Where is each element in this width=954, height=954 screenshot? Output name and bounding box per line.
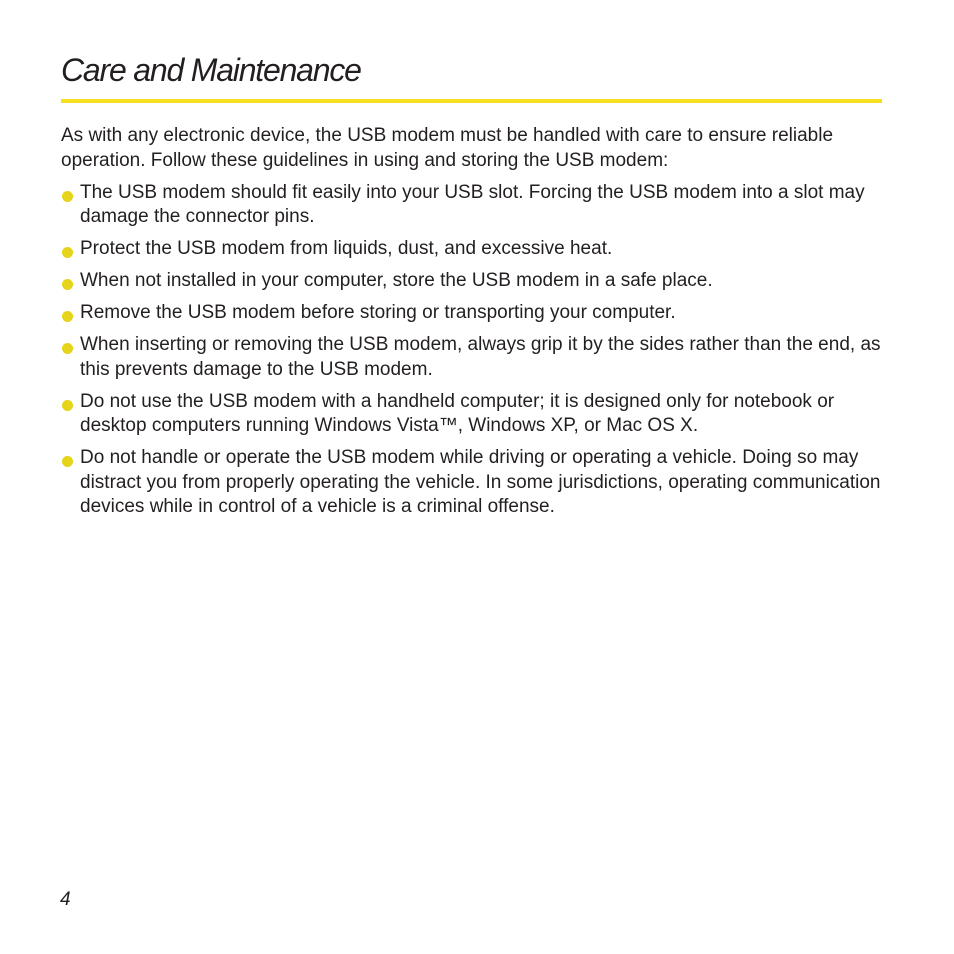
bullet-dot-icon: [62, 400, 73, 411]
bullet-dot-icon: [62, 456, 73, 467]
bullet-dot-icon: [62, 279, 73, 290]
list-item: [61, 446, 889, 520]
bullet-dot-icon: [62, 247, 73, 258]
list-item: [61, 237, 889, 262]
bullet-dot-icon: [62, 343, 73, 354]
title-underline-rule: [61, 99, 882, 103]
list-item: [61, 333, 889, 382]
list-item: [61, 301, 889, 326]
page-number: 4: [60, 889, 71, 910]
guidelines-list: [61, 181, 889, 520]
list-item: [61, 269, 889, 294]
page-title: Care and Maintenance: [61, 52, 361, 88]
intro-paragraph: As with any electronic device, the USB modem must be handled with care to ensure reliable operation. Follow these guidelines in using and storing the USB modem:: [61, 125, 834, 171]
list-item: [61, 181, 889, 230]
bullet-dot-icon: [62, 311, 73, 322]
list-item-text: Do not use the USB modem with a handheld computer; it is designed only for notebook or desktop computers running Windows Vista™, Windows XP, or Mac OS X.: [80, 390, 835, 436]
list-item-text: When inserting or removing the USB modem, always grip it by the sides rather than the end, as this prevents damage to the USB modem.: [80, 334, 881, 380]
list-item-text: The USB modem should fit easily into your USB slot. Forcing the USB modem into a slot may damage the connector pins.: [80, 181, 865, 227]
list-item: [61, 390, 889, 439]
list-item-text: Do not handle or operate the USB modem while driving or operating a vehicle. Doing so may distract you from properly operating the vehicle. In some jurisdictions, operating communication devices while in control of a vehicle is a criminal offense.: [80, 447, 881, 517]
page-content: [61, 124, 889, 527]
list-item-text: When not installed in your computer, store the USB modem in a safe place.: [80, 270, 713, 291]
list-item-text: Remove the USB modem before storing or transporting your computer.: [80, 302, 676, 323]
bullet-dot-icon: [62, 191, 73, 202]
list-item-text: Protect the USB modem from liquids, dust, and excessive heat.: [80, 238, 613, 259]
